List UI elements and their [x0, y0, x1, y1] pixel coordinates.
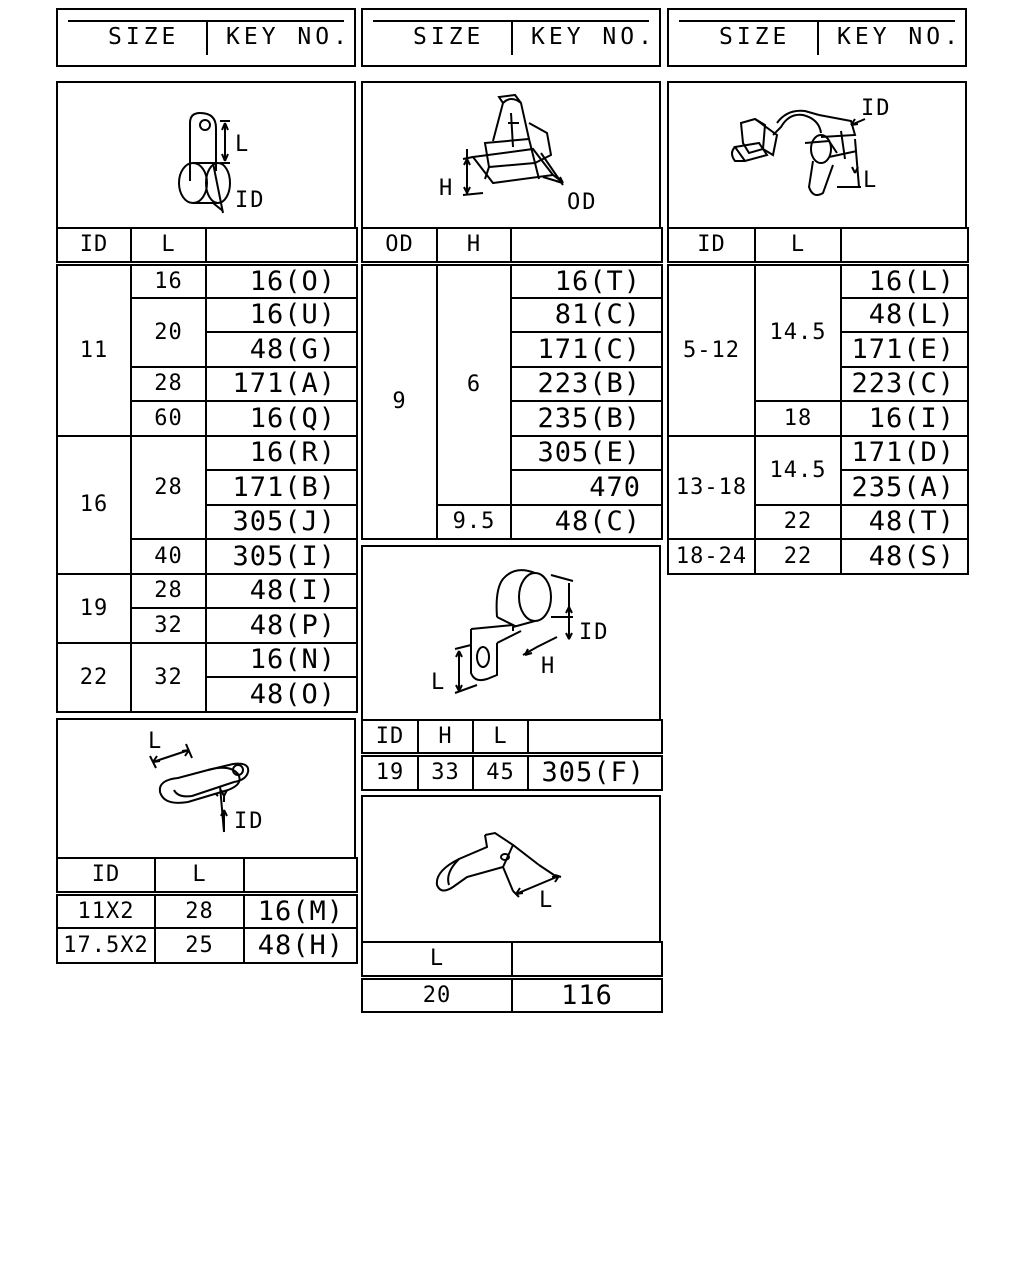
l-cell: 20 [362, 977, 512, 1012]
key-no-cell: 48(H) [244, 928, 357, 963]
dim-id-label: ID [861, 96, 892, 121]
key-no-cell: 48(L) [841, 298, 968, 333]
l-cell: 22 [755, 539, 841, 574]
header-box-1 [56, 8, 356, 67]
stud-clip-drawing [669, 83, 965, 227]
l-cell: 18 [755, 401, 841, 436]
key-no-cell: 48(O) [206, 677, 357, 712]
dim-id-label: ID [234, 809, 265, 834]
key-no-cell: 16(O) [206, 263, 357, 298]
key-no-header: KEY NO. [226, 24, 351, 50]
key-no-cell: 16(T) [511, 263, 662, 298]
key-no-cell: 223(B) [511, 367, 662, 402]
dim-id-label: ID [579, 620, 610, 645]
id-cell: 11 [57, 263, 131, 436]
clamp-d-drawing-box [56, 718, 356, 859]
key-no-cell: 171(C) [511, 332, 662, 367]
key-no-cell: 116 [512, 977, 662, 1012]
key-no-cell: 16(M) [244, 893, 357, 928]
id-cell: 13-18 [668, 436, 755, 540]
col-id: ID [668, 228, 755, 263]
clamp-b-drawing-box [361, 81, 661, 229]
col-id: ID [362, 720, 418, 754]
key-no-cell: 235(B) [511, 401, 662, 436]
dim-id-label: ID [235, 188, 266, 213]
push-clip-drawing [363, 83, 659, 227]
col-l: L [755, 228, 841, 263]
key-no-cell: 305(I) [206, 539, 357, 574]
dim-od-label: OD [567, 190, 598, 215]
id-cell: 19 [362, 754, 418, 790]
l-cell: 32 [131, 643, 206, 712]
bracket-clamp-drawing [363, 547, 659, 719]
clamp-f-table [361, 941, 663, 1013]
key-no-cell: 16(U) [206, 298, 357, 333]
key-no-header: KEY NO. [531, 24, 656, 50]
id-cell: 11X2 [57, 893, 155, 928]
id-cell: 17.5X2 [57, 928, 155, 963]
key-no-cell: 48(S) [841, 539, 968, 574]
l-cell: 28 [155, 893, 244, 928]
l-cell: 28 [131, 436, 206, 540]
col-od: OD [362, 228, 437, 263]
size-header: SIZE [719, 24, 791, 50]
l-cell: 40 [131, 539, 206, 574]
l-cell: 28 [131, 574, 206, 609]
key-no-cell: 171(A) [206, 367, 357, 402]
key-no-cell: 48(I) [206, 574, 357, 609]
l-cell: 25 [155, 928, 244, 963]
key-no-cell: 223(C) [841, 367, 968, 402]
size-header: SIZE [108, 24, 180, 50]
col-h: H [418, 720, 473, 754]
l-cell: 22 [755, 505, 841, 540]
dim-l-label: L [863, 168, 877, 193]
id-cell: 18-24 [668, 539, 755, 574]
col-key [511, 228, 662, 263]
col-l: L [155, 858, 244, 893]
key-no-cell: 305(E) [511, 436, 662, 471]
col-l: L [473, 720, 528, 754]
clamp-f-drawing-box [361, 795, 661, 943]
dim-l-label: L [235, 132, 249, 157]
col-key [512, 942, 662, 977]
header-box-2 [361, 8, 661, 67]
l-cell: 32 [131, 608, 206, 643]
key-no-cell: 16(Q) [206, 401, 357, 436]
dim-l-label: L [539, 888, 553, 913]
header-box-3 [667, 8, 967, 67]
col-key [528, 720, 662, 754]
clamp-b-table [361, 227, 663, 540]
clamp-c-drawing-box [667, 81, 967, 229]
col-key [841, 228, 968, 263]
clamp-d-table [56, 857, 358, 964]
col-key [206, 228, 357, 263]
h-cell: 6 [437, 263, 511, 505]
l-cell: 28 [131, 367, 206, 402]
key-no-cell: 305(J) [206, 505, 357, 540]
col-h: H [437, 228, 511, 263]
key-no-cell: 305(F) [528, 754, 662, 790]
key-no-cell: 48(G) [206, 332, 357, 367]
clamp-a-table [56, 227, 358, 713]
loop-clamp-drawing [58, 720, 354, 857]
key-no-cell: 171(B) [206, 470, 357, 505]
dim-l-label: L [148, 729, 162, 754]
clamp-c-table [667, 227, 969, 575]
clamp-e-table [361, 719, 663, 791]
id-cell: 19 [57, 574, 131, 643]
dim-h-label: H [541, 654, 555, 679]
key-no-cell: 48(P) [206, 608, 357, 643]
key-no-cell: 16(I) [841, 401, 968, 436]
key-no-cell: 48(T) [841, 505, 968, 540]
key-no-cell: 16(N) [206, 643, 357, 678]
l-cell: 14.5 [755, 263, 841, 401]
h-cell: 33 [418, 754, 473, 790]
l-cell: 45 [473, 754, 528, 790]
key-no-cell: 16(L) [841, 263, 968, 298]
l-cell: 60 [131, 401, 206, 436]
col-id: ID [57, 228, 131, 263]
key-no-cell: 81(C) [511, 298, 662, 333]
od-cell: 9 [362, 263, 437, 539]
id-cell: 5-12 [668, 263, 755, 436]
key-no-header: KEY NO. [837, 24, 962, 50]
l-cell: 20 [131, 298, 206, 367]
clamp-e-drawing-box [361, 545, 661, 721]
id-cell: 16 [57, 436, 131, 574]
dim-l-label: L [431, 670, 445, 695]
h-cell: 9.5 [437, 505, 511, 540]
id-cell: 22 [57, 643, 131, 712]
p-clamp-drawing [58, 83, 354, 227]
key-no-cell: 171(E) [841, 332, 968, 367]
dim-h-label: H [439, 176, 453, 201]
col-id: ID [57, 858, 155, 893]
key-no-cell: 470 [511, 470, 662, 505]
col-l: L [362, 942, 512, 977]
size-header: SIZE [413, 24, 485, 50]
l-cell: 16 [131, 263, 206, 298]
key-no-cell: 16(R) [206, 436, 357, 471]
l-cell: 14.5 [755, 436, 841, 505]
col-key [244, 858, 357, 893]
key-no-cell: 235(A) [841, 470, 968, 505]
clamp-a-drawing-box [56, 81, 356, 229]
hook-clip-drawing [363, 797, 659, 941]
key-no-cell: 171(D) [841, 436, 968, 471]
col-l: L [131, 228, 206, 263]
key-no-cell: 48(C) [511, 505, 662, 540]
